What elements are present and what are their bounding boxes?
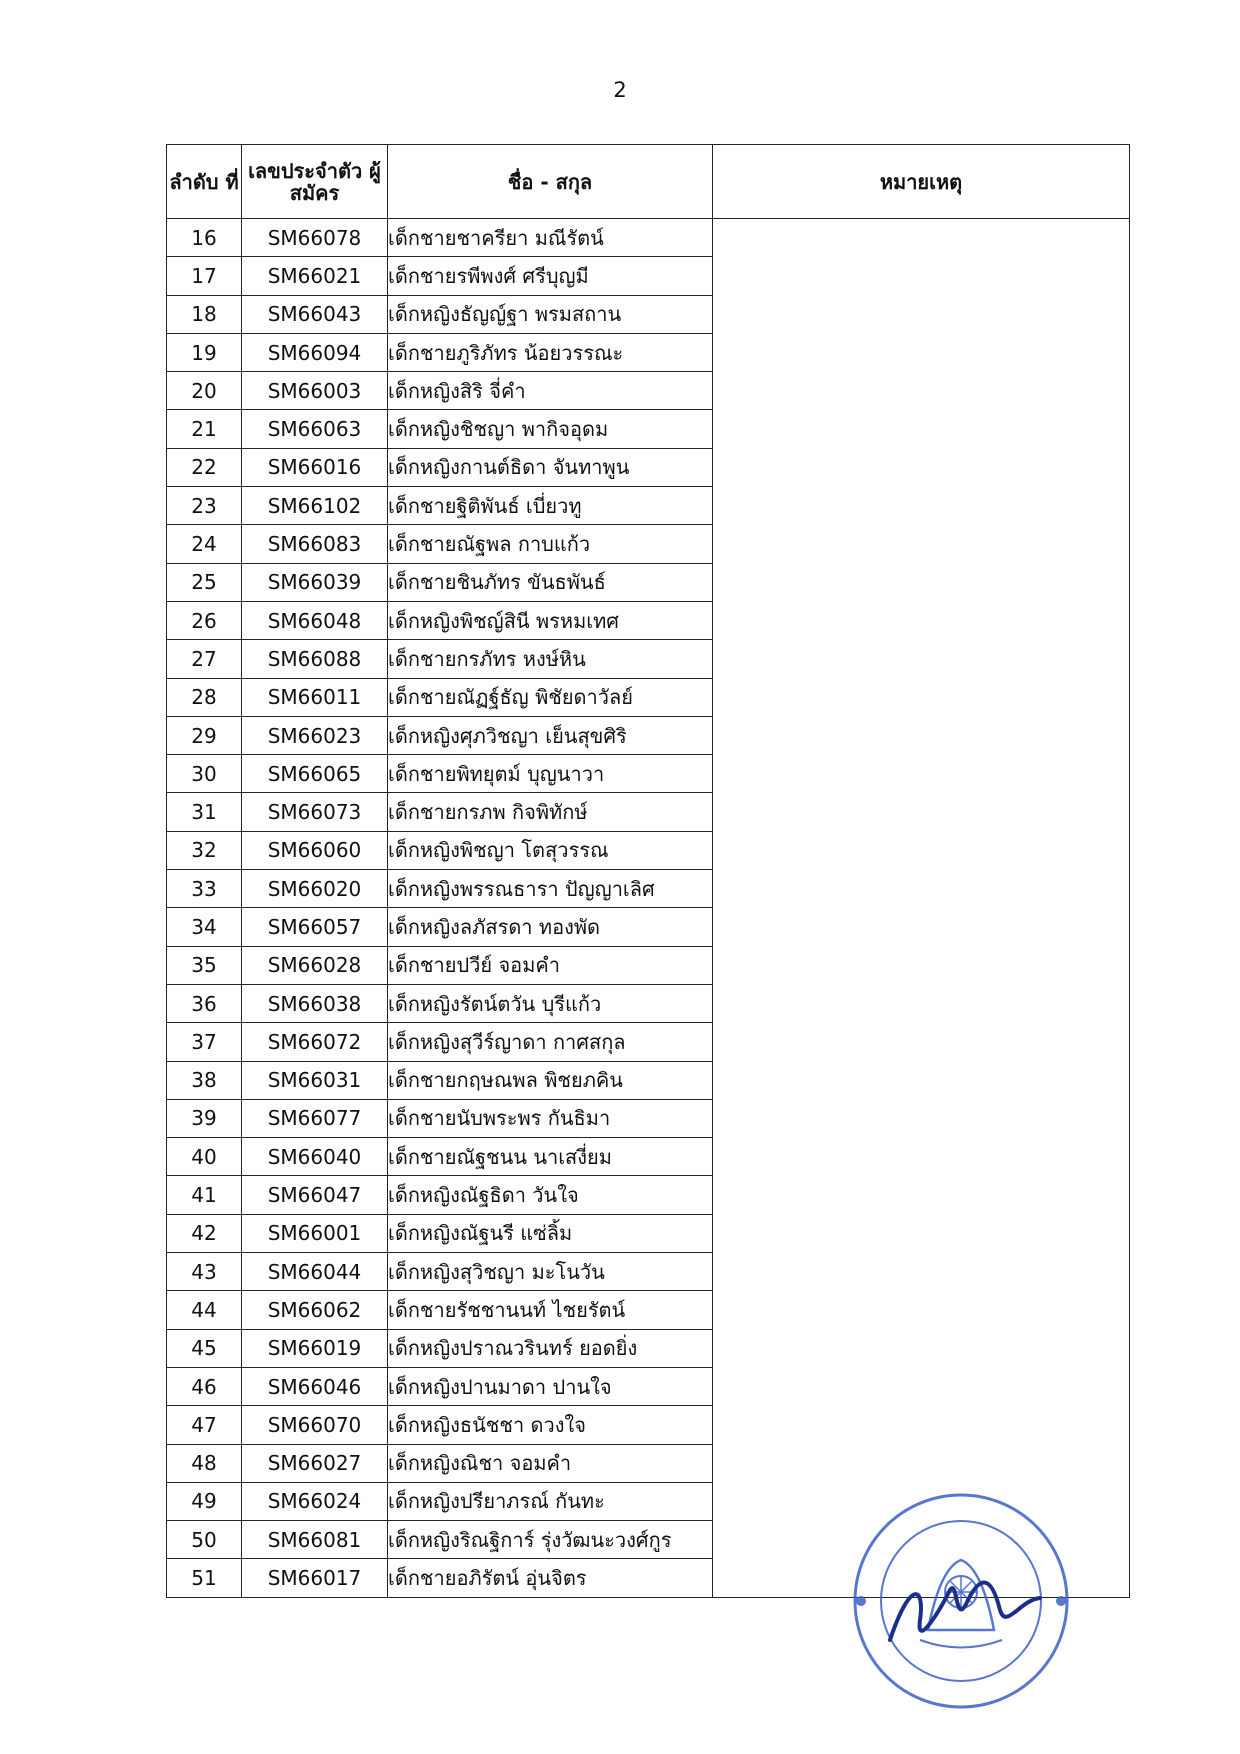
header-remark: หมายเหตุ	[713, 145, 1130, 219]
row-applicant-id: SM66083	[242, 525, 388, 563]
row-full-name: เด็กหญิงริณฐิการ์ รุ่งวัฒนะวงศ์กูร	[388, 1521, 713, 1559]
row-applicant-id: SM66027	[242, 1444, 388, 1482]
row-full-name: เด็กชายพิทยุตม์ บุญนาวา	[388, 755, 713, 793]
row-applicant-id: SM66038	[242, 984, 388, 1022]
row-seq: 21	[167, 410, 242, 448]
row-full-name: เด็กหญิงลภัสรดา ทองพัด	[388, 908, 713, 946]
row-full-name: เด็กชายชินภัทร ขันธพันธ์	[388, 563, 713, 601]
row-applicant-id: SM66063	[242, 410, 388, 448]
row-applicant-id: SM66077	[242, 1099, 388, 1137]
row-seq: 39	[167, 1099, 242, 1137]
row-seq: 26	[167, 601, 242, 639]
row-seq: 49	[167, 1482, 242, 1520]
row-seq: 43	[167, 1253, 242, 1291]
row-applicant-id: SM66065	[242, 755, 388, 793]
row-full-name: เด็กชายรัชชานนท์ ไชยรัตน์	[388, 1291, 713, 1329]
row-full-name: เด็กหญิงชิชญา พากิจอุดม	[388, 410, 713, 448]
row-full-name: เด็กชายรพีพงศ์ ศรีบุญมี	[388, 257, 713, 295]
row-seq: 18	[167, 295, 242, 333]
row-applicant-id: SM66040	[242, 1138, 388, 1176]
row-seq: 16	[167, 219, 242, 257]
table-body	[167, 219, 1130, 1598]
row-applicant-id: SM66048	[242, 601, 388, 639]
row-applicant-id: SM66072	[242, 1023, 388, 1061]
header-full-name: ชื่อ - สกุล	[388, 145, 713, 219]
row-seq: 33	[167, 870, 242, 908]
row-full-name: เด็กหญิงสุวิชญา มะโนวัน	[388, 1253, 713, 1291]
row-applicant-id: SM66020	[242, 870, 388, 908]
row-full-name: เด็กชายฐิติพันธ์ เบี่ยวทู	[388, 487, 713, 525]
row-seq: 38	[167, 1061, 242, 1099]
row-applicant-id: SM66081	[242, 1521, 388, 1559]
row-applicant-id: SM66001	[242, 1214, 388, 1252]
row-seq: 23	[167, 487, 242, 525]
row-full-name: เด็กชายณัฐพล กาบแก้ว	[388, 525, 713, 563]
row-seq: 41	[167, 1176, 242, 1214]
row-applicant-id: SM66088	[242, 640, 388, 678]
row-seq: 42	[167, 1214, 242, 1252]
row-full-name: เด็กชายณัฏฐ์ธัญ พิชัยดาวัลย์	[388, 678, 713, 716]
row-seq: 17	[167, 257, 242, 295]
row-full-name: เด็กชายกฤษณพล พิชยภคิน	[388, 1061, 713, 1099]
row-full-name: เด็กชายภูริภัทร น้อยวรรณะ	[388, 333, 713, 371]
row-seq: 44	[167, 1291, 242, 1329]
row-seq: 27	[167, 640, 242, 678]
row-applicant-id: SM66028	[242, 946, 388, 984]
row-applicant-id: SM66057	[242, 908, 388, 946]
row-full-name: เด็กหญิงพิชญ์สินี พรหมเทศ	[388, 601, 713, 639]
row-full-name: เด็กหญิงศุภวิชญา เย็นสุขศิริ	[388, 716, 713, 754]
row-applicant-id: SM66073	[242, 793, 388, 831]
row-seq: 25	[167, 563, 242, 601]
row-seq: 24	[167, 525, 242, 563]
row-full-name: เด็กชายกรภัทร หงษ์หิน	[388, 640, 713, 678]
row-seq: 35	[167, 946, 242, 984]
row-full-name: เด็กชายนับพระพร กันธิมา	[388, 1099, 713, 1137]
row-full-name: เด็กหญิงธัญญ์ฐา พรมสถาน	[388, 295, 713, 333]
row-applicant-id: SM66019	[242, 1329, 388, 1367]
row-seq: 32	[167, 831, 242, 869]
row-seq: 51	[167, 1559, 242, 1597]
row-seq: 22	[167, 448, 242, 486]
row-full-name: เด็กหญิงณิชา จอมคำ	[388, 1444, 713, 1482]
row-seq: 50	[167, 1521, 242, 1559]
row-full-name: เด็กหญิงปราณวรินทร์ ยอดยิ่ง	[388, 1329, 713, 1367]
school-seal-stamp	[850, 1490, 1072, 1712]
row-applicant-id: SM66047	[242, 1176, 388, 1214]
row-seq: 47	[167, 1406, 242, 1444]
row-full-name: เด็กหญิงปานมาดา ปานใจ	[388, 1367, 713, 1405]
row-seq: 46	[167, 1367, 242, 1405]
row-seq: 36	[167, 984, 242, 1022]
row-applicant-id: SM66044	[242, 1253, 388, 1291]
row-applicant-id: SM66017	[242, 1559, 388, 1597]
row-applicant-id: SM66003	[242, 372, 388, 410]
row-full-name: เด็กชายกรภพ กิจพิทักษ์	[388, 793, 713, 831]
row-applicant-id: SM66043	[242, 295, 388, 333]
row-applicant-id: SM66060	[242, 831, 388, 869]
row-full-name: เด็กหญิงธนัชชา ดวงใจ	[388, 1406, 713, 1444]
row-applicant-id: SM66024	[242, 1482, 388, 1520]
header-seq: ลำดับ ที่	[167, 145, 242, 219]
row-applicant-id: SM66023	[242, 716, 388, 754]
row-full-name: เด็กชายอภิรัตน์ อุ่นจิตร	[388, 1559, 713, 1597]
row-applicant-id: SM66011	[242, 678, 388, 716]
row-full-name: เด็กหญิงปรียาภรณ์ กันทะ	[388, 1482, 713, 1520]
row-applicant-id: SM66094	[242, 333, 388, 371]
row-applicant-id: SM66078	[242, 219, 388, 257]
row-seq: 48	[167, 1444, 242, 1482]
row-applicant-id: SM66039	[242, 563, 388, 601]
table-row	[167, 219, 1130, 257]
row-full-name: เด็กหญิงณัฐนรี แซ่ลิ้ม	[388, 1214, 713, 1252]
row-seq: 34	[167, 908, 242, 946]
row-applicant-id: SM66021	[242, 257, 388, 295]
row-applicant-id: SM66046	[242, 1367, 388, 1405]
row-seq: 20	[167, 372, 242, 410]
row-full-name: เด็กชายปวีย์ จอมคำ	[388, 946, 713, 984]
row-full-name: เด็กหญิงสิริ จี่คำ	[388, 372, 713, 410]
row-full-name: เด็กชายชาครียา มณีรัตน์	[388, 219, 713, 257]
row-seq: 31	[167, 793, 242, 831]
remark-cell	[713, 219, 1130, 1598]
row-applicant-id: SM66062	[242, 1291, 388, 1329]
row-applicant-id: SM66031	[242, 1061, 388, 1099]
row-applicant-id: SM66016	[242, 448, 388, 486]
row-seq: 29	[167, 716, 242, 754]
row-full-name: เด็กหญิงสุวีร์ญาดา กาศสกุล	[388, 1023, 713, 1061]
row-full-name: เด็กหญิงพรรณธารา ปัญญาเลิศ	[388, 870, 713, 908]
row-full-name: เด็กหญิงรัตน์ตวัน บุรีแก้ว	[388, 984, 713, 1022]
row-seq: 40	[167, 1138, 242, 1176]
applicant-table	[166, 144, 1130, 1598]
row-full-name: เด็กหญิงพิชญา โตสุวรรณ	[388, 831, 713, 869]
table-header-row	[167, 145, 1130, 219]
row-seq: 30	[167, 755, 242, 793]
row-full-name: เด็กหญิงณัฐธิดา วันใจ	[388, 1176, 713, 1214]
row-seq: 28	[167, 678, 242, 716]
row-seq: 45	[167, 1329, 242, 1367]
row-applicant-id: SM66070	[242, 1406, 388, 1444]
row-seq: 19	[167, 333, 242, 371]
row-applicant-id: SM66102	[242, 487, 388, 525]
row-seq: 37	[167, 1023, 242, 1061]
header-applicant-id: เลขประจำตัว ผู้สมัคร	[242, 145, 388, 219]
row-full-name: เด็กชายณัฐชนน นาเสงี่ยม	[388, 1138, 713, 1176]
page-number: 2	[613, 78, 627, 102]
row-full-name: เด็กหญิงกานต์ธิดา จันทาพูน	[388, 448, 713, 486]
